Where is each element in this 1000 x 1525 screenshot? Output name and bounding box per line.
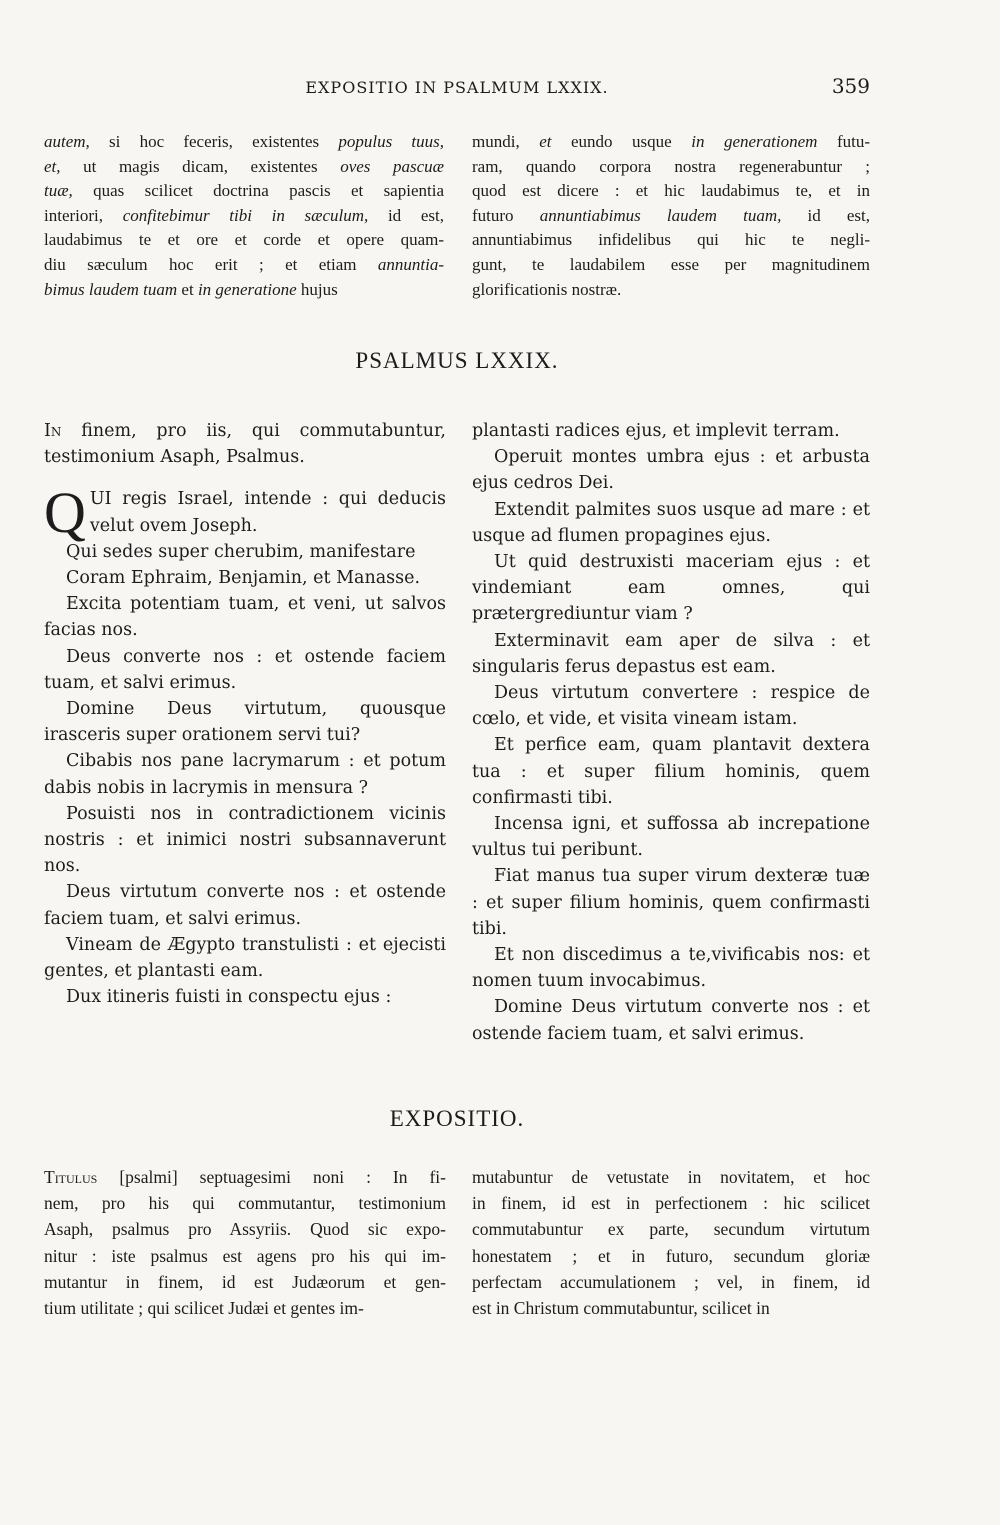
verse-text: Excita potentiam tuam, et veni, ut salvos facias nos.	[44, 594, 446, 641]
running-title: EXPOSITIO IN PSALMUM LXXIX.	[305, 78, 609, 97]
commentary-line	[472, 130, 870, 155]
psalm-verse	[472, 811, 870, 863]
text-run: annuntia-	[377, 254, 444, 274]
text-run: pro his qui	[311, 1245, 407, 1266]
verse-text: plantasti radices ejus, et implevit terram.	[472, 421, 840, 441]
text-run: quod est dicere : et hic laudabimus te, et in	[472, 181, 870, 201]
verse-text: Qui sedes super cherubim, manifestare	[66, 541, 416, 562]
verse-text: Domine Deus virtutum, quousque irasceris super orationem servi tui?	[44, 699, 446, 746]
expositio-line	[44, 1269, 446, 1295]
verse-first-word: In	[44, 421, 62, 441]
psalm-verse	[44, 748, 446, 800]
verse-text: Vineam de Ægypto transtulisti : et ejecisti gentes, et plantasti eam.	[44, 934, 446, 982]
text-run: in finem,	[761, 1271, 839, 1292]
text-run: mutantur	[44, 1271, 126, 1292]
expositio-text-right	[472, 1164, 870, 1321]
expositio-line	[44, 1243, 446, 1269]
text-run: est agens	[207, 1245, 312, 1266]
commentary-line	[44, 204, 444, 229]
text-run: In fi-	[392, 1167, 446, 1187]
verse-text: Dux itineris fuisti in conspectu ejus :	[66, 987, 392, 1008]
verse-text: Extendit palmites suos usque ad mare : et usque ad flumen propagines ejus.	[472, 499, 870, 546]
text-run: si hoc feceris, existentes	[89, 132, 339, 151]
text-run: interiori,	[44, 205, 123, 225]
psalm-verse	[472, 549, 870, 628]
text-run: perfectam accumulationem ; vel,	[472, 1271, 762, 1292]
text-run: id	[838, 1271, 870, 1292]
text-run: id est,	[368, 205, 445, 225]
text-run: Quod sic expo-	[291, 1219, 446, 1240]
text-run: in generatione	[197, 279, 297, 299]
text-run: glorificationis nostræ.	[472, 279, 622, 299]
commentary-line	[44, 155, 444, 180]
verse-text: Incensa igni, et suffossa ab increpatione vultus tui peribunt.	[472, 814, 870, 861]
psalm-verse	[472, 680, 870, 732]
expositio-line	[472, 1243, 870, 1269]
verse-text: Et perfice eam, quam plantavit dextera tua : et super filium hominis, quem confirmasti tibi.	[472, 735, 870, 808]
psalm-verse	[472, 732, 870, 811]
expositio-line	[472, 1216, 870, 1242]
text-run: id est in perfectionem : hic scilicet	[546, 1193, 870, 1214]
verse-text: Deus converte nos : et ostende faciem tuam, et salvi erimus.	[44, 646, 446, 693]
text-run: et	[539, 132, 552, 151]
psalm-verse	[44, 644, 446, 696]
psalm-verse	[472, 863, 870, 942]
psalm-verse	[472, 628, 870, 680]
expositio-heading: EXPOSITIO.	[389, 1106, 525, 1131]
psalm-verse	[44, 932, 446, 984]
text-run: gunt, te laudabilem esse per magnitudinem	[472, 254, 870, 274]
expositio-line	[44, 1164, 446, 1190]
commentary-line	[44, 130, 444, 155]
text-run: ram, quando corpora nostra regenerabuntur ;	[472, 156, 870, 176]
text-run: annuntiabimus laudem tuam,	[539, 205, 782, 225]
psalm-verse	[472, 418, 870, 444]
psalm-verse	[44, 565, 446, 591]
text-run: [psalmi] septuagesimi noni :	[97, 1167, 393, 1187]
expositio-line	[472, 1295, 870, 1321]
expositio-line	[472, 1190, 870, 1216]
verse-text: Et non discedimus a te,vivificabis nos: et nomen tuum invocabimus.	[472, 945, 870, 992]
text-run: populus tuus,	[338, 132, 445, 151]
psalm-verse	[44, 539, 446, 565]
expositio-line	[472, 1269, 870, 1295]
commentary-line	[44, 228, 444, 253]
text-run: bimus laudem tuam	[44, 279, 178, 299]
psalm-verse	[472, 444, 870, 496]
text-run: Titulus	[44, 1167, 98, 1187]
text-run: in finem,	[125, 1271, 204, 1292]
psalm-text-left	[44, 418, 446, 1010]
text-run: futuro	[472, 205, 540, 225]
expositio-line	[44, 1190, 446, 1216]
text-run: mundi,	[472, 132, 540, 151]
text-run: futu-	[817, 132, 871, 151]
text-run: confitebimur tibi in sæculum,	[122, 205, 369, 225]
psalm-verse	[472, 497, 870, 549]
psalm-verse	[44, 984, 446, 1010]
verse-text: Fiat manus tua super virum dexteræ tuæ : et super filium hominis, quem confirmasti tibi.	[472, 866, 870, 939]
text-run: id est Judæorum et gen-	[203, 1271, 446, 1292]
text-run: annuntiabimus infidelibus qui hic te negli-	[472, 230, 870, 250]
expositio-text-left	[44, 1164, 446, 1321]
verse-text: Coram Ephraim, Benjamin, et Manasse.	[66, 568, 421, 589]
psalm-verse	[44, 801, 446, 880]
psalm-verse	[44, 591, 446, 643]
text-run: psalmus	[150, 1245, 208, 1266]
psalm-verse	[472, 942, 870, 994]
text-run: laudabimus te et ore et corde et opere quam-	[44, 230, 444, 250]
verse-text: Domine Deus virtutum converte nos : et ostende faciem tuam, et salvi erimus.	[472, 997, 870, 1044]
verse-text: Ut quid destruxisti maceriam ejus : et vindemiant eam omnes, qui prætergrediuntur viam ?	[472, 552, 870, 625]
psalm-verse	[44, 879, 446, 931]
verse-text: Exterminavit eam aper de silva : et singularis ferus depastus est eam.	[472, 630, 870, 677]
text-run: et	[177, 279, 198, 299]
commentary-line	[44, 253, 444, 278]
verse-text: Deus virtutum convertere : respice de cœlo, et vide, et visita vineam istam.	[472, 683, 870, 730]
commentary-line	[472, 278, 870, 303]
verse-text: finem, pro iis, qui commutabuntur, testimonium Asaph, Psalmus.	[44, 421, 446, 468]
commentary-line	[472, 228, 870, 253]
text-run: nem, pro his qui commutantur, testimonium	[44, 1193, 446, 1214]
text-run: oves pascuæ	[340, 156, 444, 176]
verse-text: Operuit montes umbra ejus : et arbusta ejus cedros Dei.	[472, 447, 870, 494]
text-run: im-	[406, 1245, 446, 1266]
drop-cap: Q	[44, 480, 86, 546]
text-run: in generationem	[691, 132, 818, 151]
commentary-line	[472, 155, 870, 180]
text-run: hujus	[296, 279, 338, 299]
text-run: mutabuntur de vetustate in novitatem, et hoc	[472, 1167, 870, 1187]
commentary-line	[44, 278, 444, 303]
commentary-line	[472, 204, 870, 229]
verse-text: UI regis Israel, intende : qui deducis velut ovem Joseph.	[89, 489, 446, 536]
page-number: 359	[831, 74, 870, 98]
psalm-verse	[44, 480, 446, 546]
text-run: tuæ,	[44, 181, 73, 201]
text-run: quas scilicet doctrina pascis et sapientia	[72, 181, 444, 201]
commentary-line	[472, 179, 870, 204]
commentary-continuation-right	[472, 130, 870, 302]
psalm-text-right	[472, 418, 870, 1047]
expositio-line	[44, 1295, 446, 1321]
text-run: diu sæculum hoc erit ; et etiam	[44, 254, 378, 274]
psalm-verse	[44, 696, 446, 748]
verse-text: Deus virtutum converte nos : et ostende faciem tuam, et salvi erimus.	[44, 882, 446, 929]
text-run: est in Christum commutabuntur, scilicet in	[472, 1298, 770, 1319]
text-run: in finem,	[472, 1193, 547, 1214]
text-run: eundo usque	[551, 132, 692, 151]
text-run: ut magis dicam, existentes	[60, 156, 341, 176]
psalm-verse	[44, 418, 446, 470]
verse-text: Posuisti nos in contradictionem vicinis nostris : et inimici nostri subsannaverunt nos.	[44, 803, 446, 877]
commentary-line	[472, 253, 870, 278]
text-run: honestatem ; et in futuro, secundum gloriæ	[472, 1245, 870, 1266]
text-run: Asaph, psalmus pro Assyriis.	[44, 1219, 292, 1240]
text-run: autem,	[44, 132, 90, 151]
text-run: tium utilitate ; qui scilicet Judæi et gentes im-	[44, 1298, 364, 1319]
verse-text: Cibabis nos pane lacrymarum : et potum dabis nobis in lacrymis in mensura ?	[44, 751, 446, 798]
text-run: id est,	[781, 205, 871, 225]
text-run: commutabuntur ex parte, secundum virtutum	[472, 1219, 870, 1240]
expositio-line	[472, 1164, 870, 1190]
text-run: et,	[44, 156, 61, 176]
commentary-line	[44, 179, 444, 204]
commentary-continuation-left	[44, 130, 444, 302]
text-run: nitur : iste	[44, 1245, 151, 1266]
expositio-line	[44, 1216, 446, 1242]
psalm-heading: PSALMUS LXXIX.	[355, 348, 559, 373]
psalm-verse	[472, 994, 870, 1046]
